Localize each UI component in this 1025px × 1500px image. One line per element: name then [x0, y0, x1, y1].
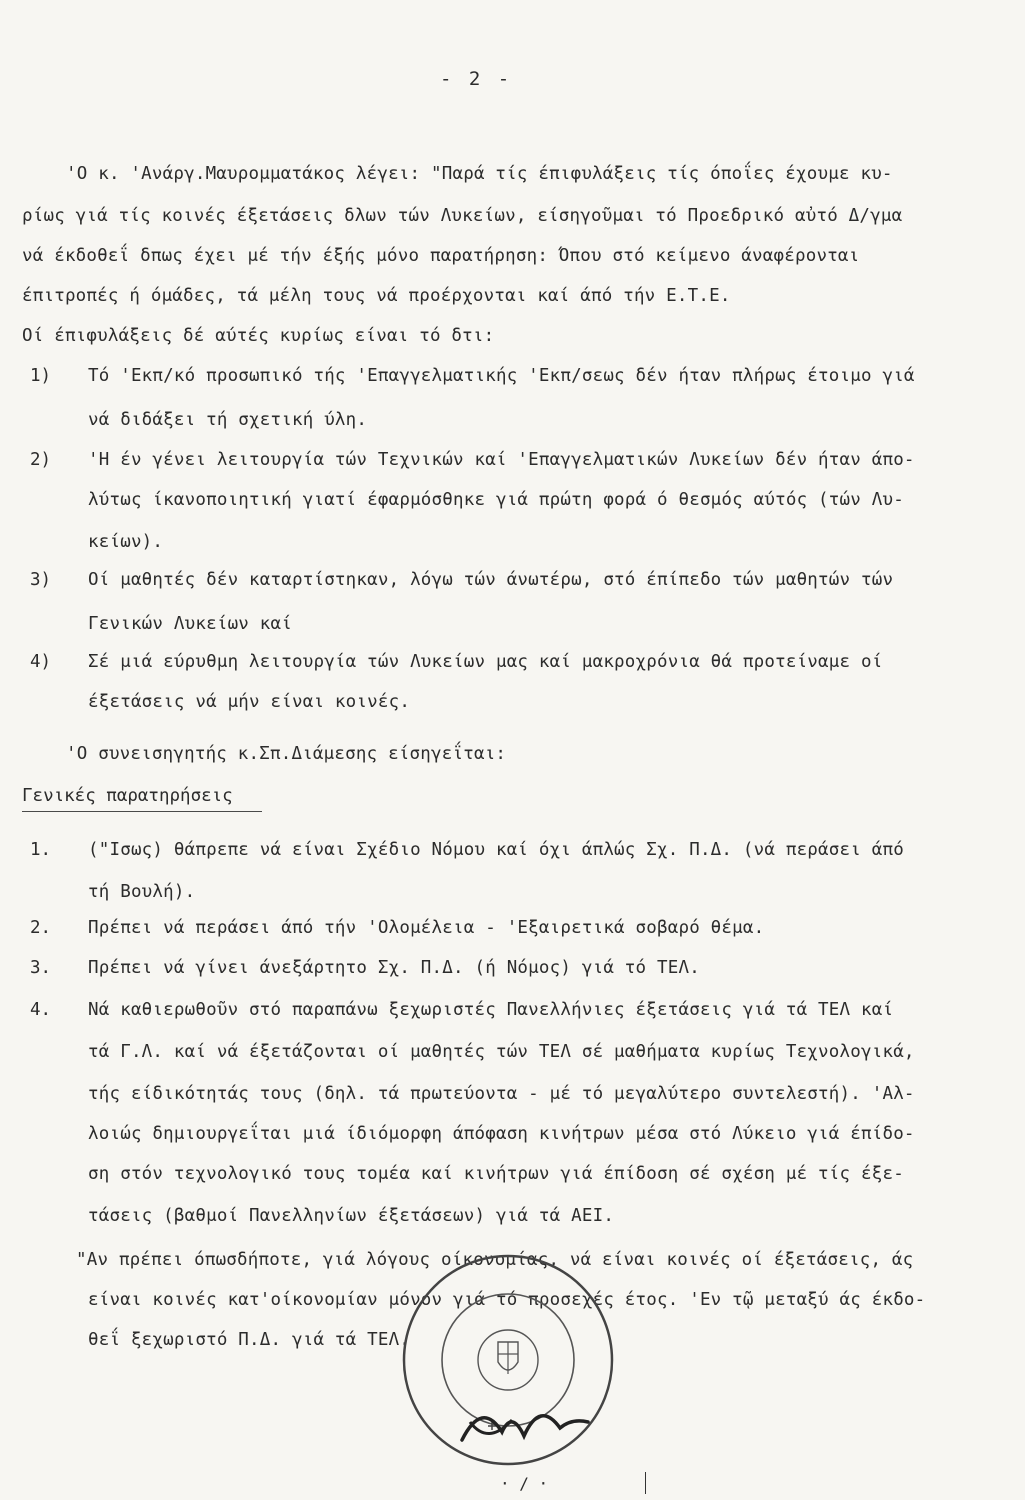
item-a2-line-3: κείων).: [88, 532, 164, 552]
item-a3-line-2: Γενικών Λυκείων καί: [88, 614, 292, 634]
page-number: - 2 -: [440, 68, 513, 90]
item-b1-line-1: ("Ισως) θάπρεπε νά είναι Σχέδιο Νόμου καί όχι άπλώς Σχ. Π.Δ. (νά περάσει άπό: [88, 840, 904, 860]
item-b4-number: 4.: [30, 1000, 52, 1020]
item-b4-line-5: ση στόν τεχνολογικό τους τομέα καί κινήτρων γιά έπίδοση σέ σχέση μέ τίς έξε-: [88, 1164, 904, 1184]
item-a2-line-2: λύτως ίκανοποιητική γιατί έφαρμόσθηκε γιά πρώτη φορά ό θεσμός αύτός (τών Λυ-: [88, 490, 904, 510]
margin-mark: [645, 1472, 646, 1494]
intro-line-5: Οί έπιφυλάξεις δέ αύτές κυρίως είναι τό δτι:: [22, 326, 495, 346]
item-a4-line-1: Σέ μιά εύρυθμη λειτουργία τών Λυκείων μας καί μακροχρόνια θά προτείναμε οί: [88, 652, 883, 672]
continuation-mark: · / ·: [500, 1474, 549, 1493]
closing-line-1: "Αν πρέπει όπωσδήποτε, γιά λόγους οίκονομίας, νά είναι κοινές οί έξετάσεις, άς: [76, 1250, 914, 1270]
item-b3-number: 3.: [30, 958, 52, 978]
item-b4-line-1: Νά καθιερωθοῦν στό παραπάνω ξεχωριστές Πανελλήνιες έξετάσεις γιά τά ΤΕΛ καί: [88, 1000, 894, 1020]
rapporteur-line: 'Ο συνεισηγητής κ.Σπ.Διάμεσης είσηγεΐται:: [66, 744, 507, 764]
item-a1-number: 1): [30, 366, 52, 386]
item-a1-line-2: νά διδάξει τή σχετική ύλη.: [88, 410, 368, 430]
item-b4-line-2: τά Γ.Λ. καί νά έξετάζονται οί μαθητές τών ΤΕΛ σέ μαθήματα κυρίως Τεχνολογικά,: [88, 1042, 915, 1062]
general-remarks-heading: Γενικές παρατηρήσεις: [22, 786, 233, 806]
closing-line-3: θεΐ ξεχωριστό Π.Δ. γιά τά ΤΕΛ.: [88, 1330, 411, 1350]
item-a2-number: 2): [30, 450, 52, 470]
item-b4-line-6: τάσεις (βαθμοί Πανελληνίων έξετάσεων) γιά τά ΑΕΙ.: [88, 1206, 615, 1226]
item-b4-line-3: τής είδικότητάς τους (δηλ. τά πρωτεύοντα - μέ τό μεγαλύτερο συντελεστή). 'Αλ-: [88, 1084, 915, 1104]
item-b1-line-2: τή Βουλή).: [88, 882, 196, 902]
item-a1-line-1: Τό 'Εκπ/κό προσωπικό τής 'Επαγγελματικής 'Εκπ/σεως δέν ήταν πλήρως έτοιμο γιά: [88, 366, 915, 386]
item-a4-line-2: έξετάσεις νά μήν είναι κοινές.: [88, 692, 411, 712]
official-seal-stamp: [392, 1250, 624, 1470]
item-b3-line-1: Πρέπει νά γίνει άνεξάρτητο Σχ. Π.Δ. (ή Νόμος) γιά τό ΤΕΛ.: [88, 958, 700, 978]
item-a4-number: 4): [30, 652, 52, 672]
closing-line-2: είναι κοινές κατ'οίκονομίαν μόνον γιά τό προσεχές έτος. 'Εν τῷ μεταξύ άς έκδο-: [88, 1290, 926, 1310]
item-b1-number: 1.: [30, 840, 52, 860]
intro-line-4: έπιτροπές ή όμάδες, τά μέλη τους νά προέρχονται καί άπό τήν Ε.Τ.Ε.: [22, 286, 731, 306]
heading-underline: [22, 811, 262, 812]
intro-line-3: νά έκδοθεΐ δπως έχει μέ τήν έξής μόνο παρατήρηση: Όπου στό κείμενο άναφέρονται: [22, 246, 860, 266]
item-b2-number: 2.: [30, 918, 52, 938]
item-b4-line-4: λοιώς δημιουργεΐται μιά ίδιόμορφη άπόφαση κινήτρων μέσα στό Λύκειο γιά έπίδο-: [88, 1124, 915, 1144]
intro-line-2: ρίως γιά τίς κοινές έξετάσεις δλων τών Λυκείων, είσηγοῦμαι τό Προεδρικό αὐτό Δ/γμα: [22, 206, 903, 226]
item-a3-number: 3): [30, 570, 52, 590]
item-a3-line-1: Οί μαθητές δέν καταρτίστηκαν, λόγω τών άνωτέρω, στό έπίπεδο τών μαθητών τών: [88, 570, 894, 590]
item-a2-line-1: 'Η έν γένει λειτουργία τών Τεχνικών καί 'Επαγγελματικών Λυκείων δέν ήταν άπο-: [88, 450, 915, 470]
intro-line-1: 'Ο κ. 'Ανάργ.Μαυρομματάκος λέγει: "Παρά τίς έπιφυλάξεις τίς όποΐες έχουμε κυ-: [66, 164, 893, 184]
item-b2-line-1: Πρέπει νά περάσει άπό τήν 'Ολομέλεια - 'Εξαιρετικά σοβαρό θέμα.: [88, 918, 765, 938]
